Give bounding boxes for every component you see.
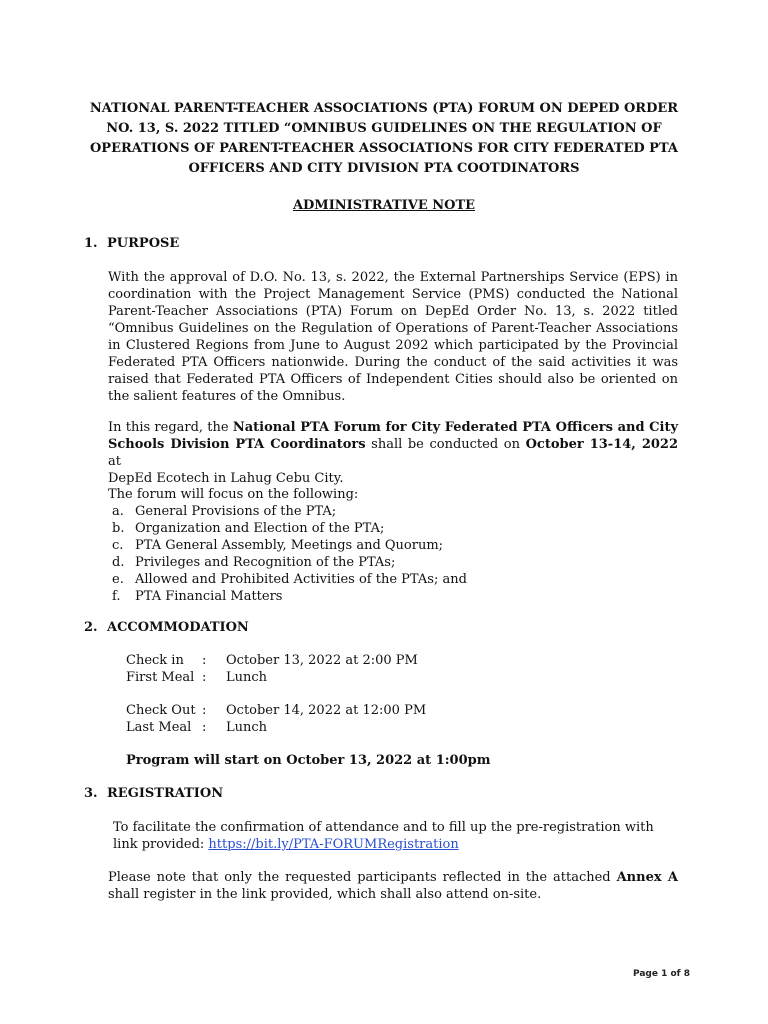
paragraph-line: “Omnibus Guidelines on the Regulation of Operations of Parent-Teacher Associations: [108, 321, 678, 336]
paragraph-line: To facilitate the confirmation of attendance and to fill up the pre-registration with: [113, 820, 654, 835]
list-item: [112, 554, 467, 571]
list-item-text: Privileges and Recognition of the PTAs;: [135, 555, 396, 570]
paragraph-line: [113, 836, 678, 853]
accommodation-row: [126, 652, 418, 669]
paragraph-line: Federated PTA Officers nationwide. During the conduct of the said activities it was: [108, 355, 678, 370]
section-heading-registration: [84, 785, 223, 802]
row-separator: :: [202, 653, 207, 668]
paragraph-line: DepEd Ecotech in Lahug Cebu City.: [108, 471, 344, 486]
paragraph-line: shall register in the link provided, which shall also attend on-site.: [108, 887, 542, 902]
administrative-note-heading: ADMINISTRATIVE NOTE: [292, 198, 476, 213]
focus-list: [112, 503, 467, 605]
registration-link[interactable]: https://bit.ly/PTA-FORUMRegistration: [208, 837, 459, 852]
forum-name: National PTA Forum for City Federated PTA Officers and City: [232, 420, 679, 435]
list-item: [112, 571, 467, 588]
paragraph-line: [108, 869, 678, 886]
list-marker: d.: [112, 555, 125, 570]
section-title: ACCOMMODATION: [107, 620, 249, 635]
text-run: In this regard, the: [108, 420, 233, 435]
focus-intro: The forum will focus on the following:: [108, 487, 359, 502]
paragraph-line: With the approval of D.O. No. 13, s. 2022, the External Partnerships Service (EPS) in: [108, 270, 678, 285]
text-run: at: [108, 454, 121, 469]
row-label: First Meal: [126, 670, 195, 685]
registration-paragraph-2: [108, 869, 678, 903]
row-value: Lunch: [226, 720, 268, 735]
row-separator: :: [202, 720, 207, 735]
row-value: Lunch: [226, 670, 268, 685]
section-heading-accommodation: [84, 619, 249, 636]
section-title: REGISTRATION: [107, 786, 224, 801]
title-line: NO. 13, S. 2022 TITLED “OMNIBUS GUIDELINES ON THE REGULATION OF: [106, 121, 662, 136]
accommodation-checkin-block: [126, 652, 418, 686]
section-title: PURPOSE: [107, 236, 180, 251]
document-title: [80, 99, 688, 179]
list-item: [112, 537, 467, 554]
row-label: Check Out: [126, 703, 196, 718]
row-separator: :: [202, 703, 207, 718]
list-item: [112, 503, 467, 520]
list-item-text: PTA General Assembly, Meetings and Quorum;: [135, 538, 444, 553]
paragraph-line: [108, 419, 678, 436]
list-item-text: Organization and Election of the PTA;: [135, 521, 385, 536]
title-line: OFFICERS AND CITY DIVISION PTA COOTDINATORS: [188, 161, 580, 176]
paragraph-line: Parent-Teacher Associations (PTA) Forum on DepEd Order No. 13, s. 2022 titled: [108, 304, 678, 319]
paragraph-line: coordination with the Project Management Service (PMS) conducted the National: [108, 287, 678, 302]
row-label: Last Meal: [126, 720, 192, 735]
section-number: 3.: [84, 786, 98, 801]
section-heading-purpose: [84, 235, 179, 252]
accommodation-checkout-block: [126, 702, 426, 736]
annex-reference: Annex A: [616, 870, 679, 885]
row-separator: :: [202, 670, 207, 685]
list-item-text: General Provisions of the PTA;: [135, 504, 337, 519]
list-item: [112, 588, 467, 605]
paragraph-line: raised that Federated PTA Officers of Independent Cities should also be oriented on: [108, 372, 678, 387]
program-start-note: Program will start on October 13, 2022 at 1:00pm: [126, 753, 491, 768]
purpose-paragraph-1: [108, 269, 678, 405]
text-run: shall be conducted on: [365, 437, 526, 452]
list-marker: b.: [112, 521, 125, 536]
forum-name: Schools Division PTA Coordinators: [108, 437, 366, 452]
title-line: OPERATIONS OF PARENT-TEACHER ASSOCIATIONS FOR CITY FEDERATED PTA: [89, 141, 679, 156]
purpose-paragraph-2: [108, 419, 678, 487]
title-line: NATIONAL PARENT-TEACHER ASSOCIATIONS (PTA) FORUM ON DEPED ORDER: [89, 101, 679, 116]
row-value: October 13, 2022 at 2:00 PM: [226, 653, 418, 668]
paragraph-line: the salient features of the Omnibus.: [108, 389, 346, 404]
paragraph-line: [108, 436, 678, 470]
list-marker: a.: [112, 504, 124, 519]
row-label: Check in: [126, 653, 184, 668]
accommodation-row: [126, 669, 418, 686]
forum-dates: October 13-14, 2022: [525, 437, 678, 452]
section-number: 1.: [84, 236, 98, 251]
page-number: Page 1 of 8: [633, 969, 690, 979]
text-run: Please note that only the requested participants reflected in the attached: [108, 870, 617, 885]
accommodation-row: [126, 719, 426, 736]
list-marker: f.: [112, 589, 121, 604]
list-marker: e.: [112, 572, 124, 587]
paragraph-line: in Clustered Regions from June to August 2092 which participated by the Provincial: [108, 338, 678, 353]
list-item-text: Allowed and Prohibited Activities of the PTAs; and: [135, 572, 467, 587]
registration-paragraph-1: [113, 819, 678, 853]
section-number: 2.: [84, 620, 98, 635]
accommodation-row: [126, 702, 426, 719]
list-marker: c.: [112, 538, 124, 553]
text-run: link provided:: [113, 837, 209, 852]
list-item: [112, 520, 467, 537]
row-value: October 14, 2022 at 12:00 PM: [226, 703, 427, 718]
list-item-text: PTA Financial Matters: [135, 589, 283, 604]
